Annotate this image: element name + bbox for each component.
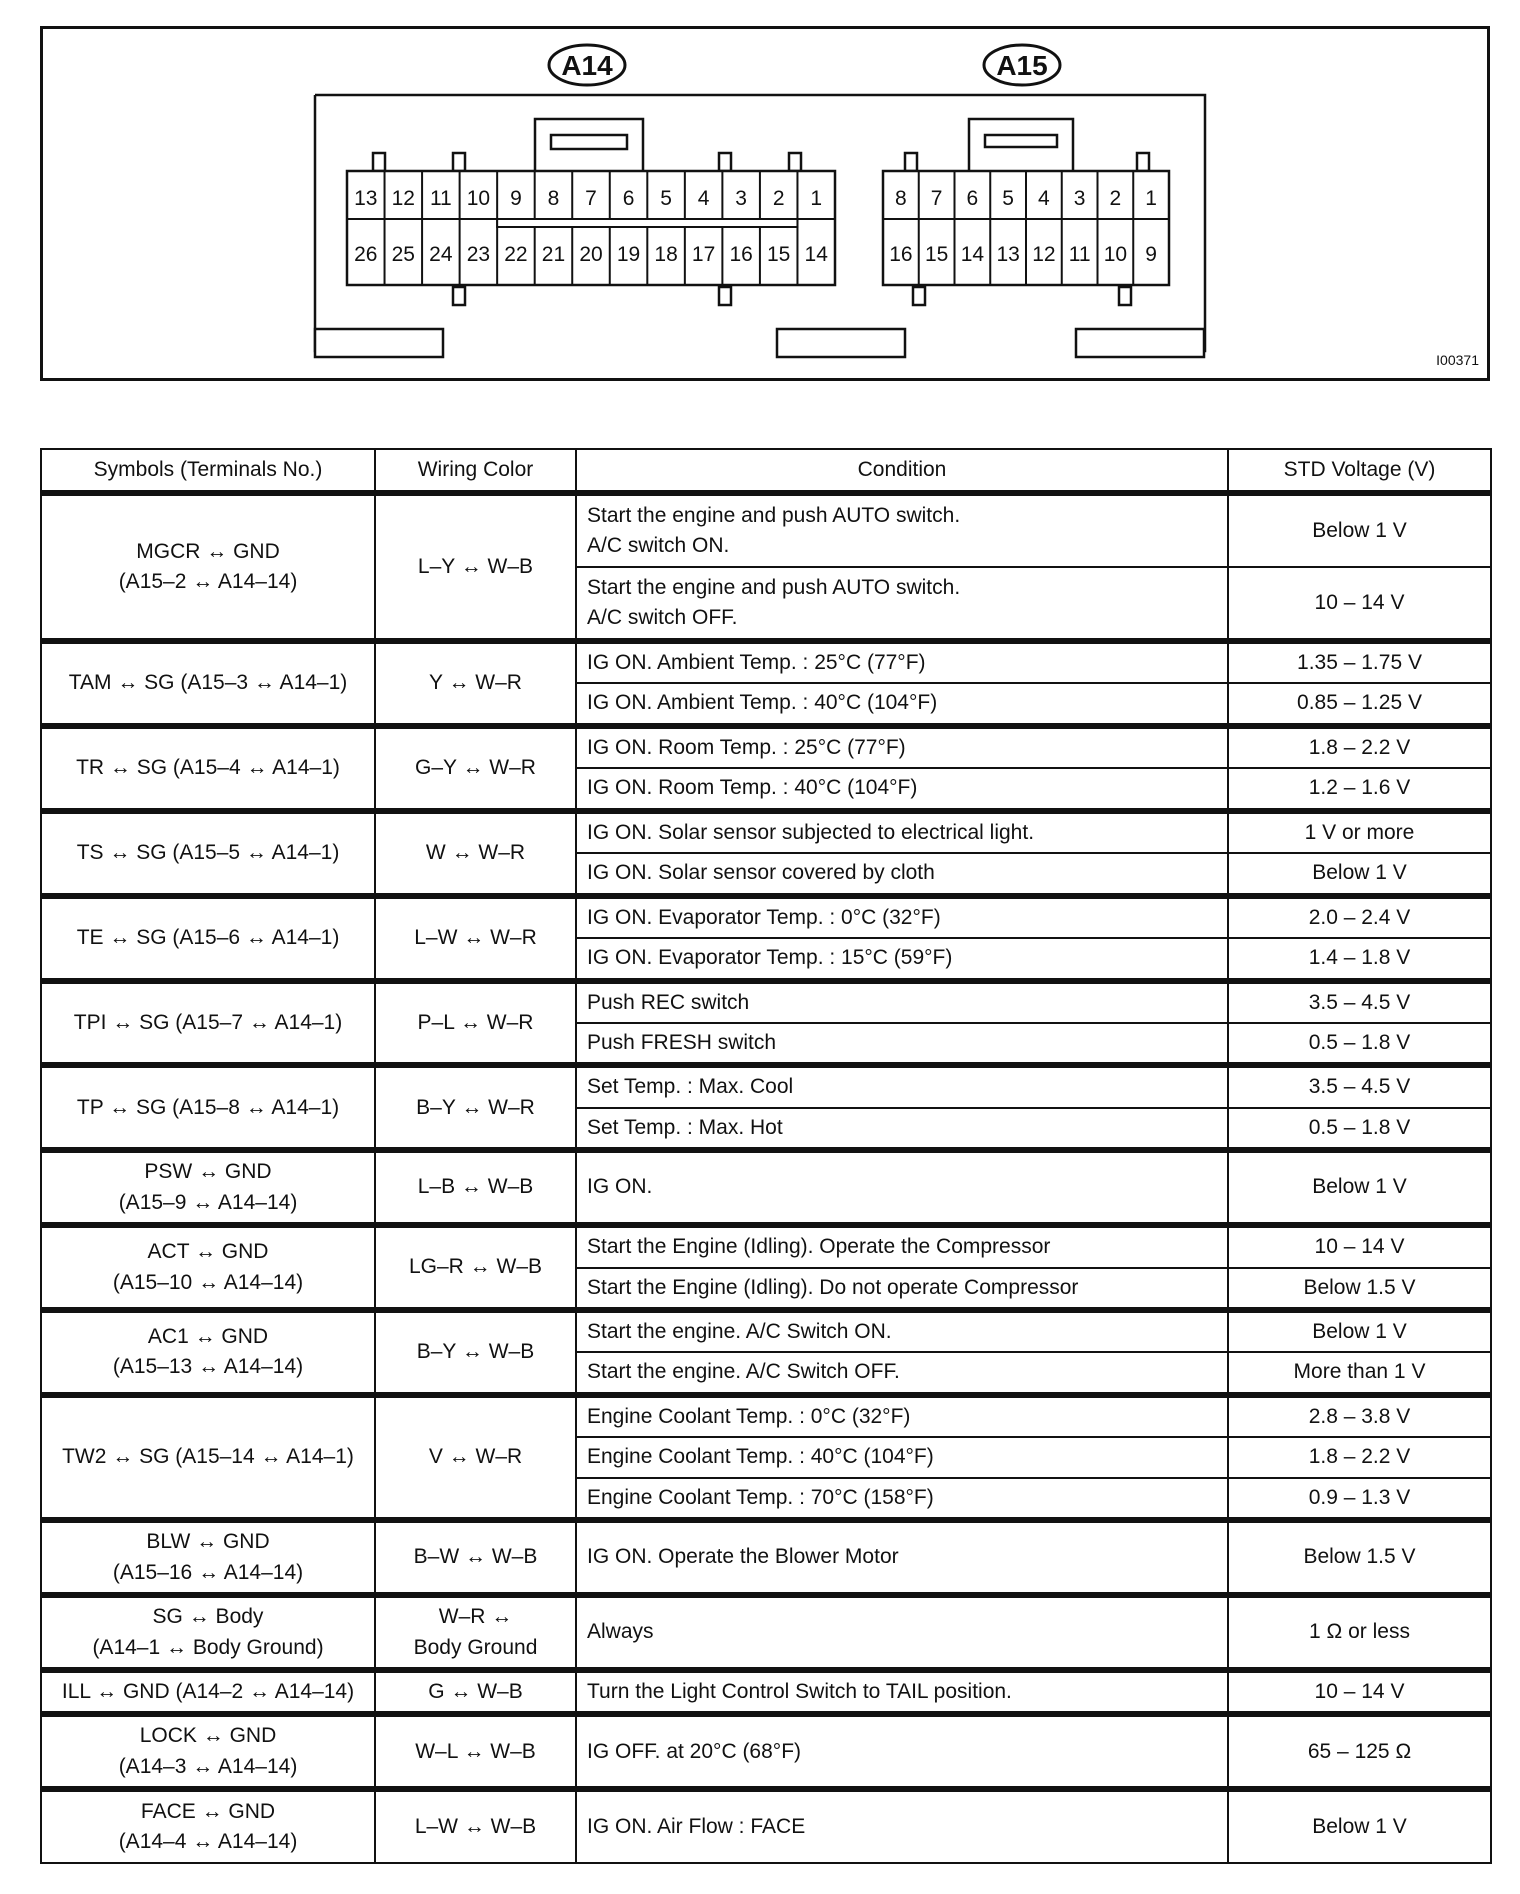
cell-std-voltage: 65 – 125 Ω xyxy=(1228,1714,1491,1789)
cell-std-voltage: 0.9 – 1.3 V xyxy=(1228,1478,1491,1520)
header-condition: Condition xyxy=(576,449,1228,493)
table-row xyxy=(41,641,1491,683)
cell-condition xyxy=(576,1395,1228,1437)
cell-wiring-color xyxy=(375,1520,576,1595)
figure-id: I00371 xyxy=(1436,352,1479,368)
symbol-line: (A15–13 ↔ A14–14) xyxy=(112,1355,304,1379)
table-row xyxy=(41,1670,1491,1714)
condition-line: IG ON. Room Temp. : 25°C (77°F) xyxy=(587,735,906,759)
cell-std-voltage: 1 Ω or less xyxy=(1228,1595,1491,1670)
symbol-line: TPI ↔ SG (A15–7 ↔ A14–1) xyxy=(73,1010,343,1034)
wiring-line: B–W ↔ W–B xyxy=(413,1545,538,1569)
cell-symbol xyxy=(41,1670,375,1714)
table-row xyxy=(41,1065,1491,1107)
table-row xyxy=(41,1595,1491,1670)
cell-wiring-color xyxy=(375,1310,576,1395)
cell-condition xyxy=(576,853,1228,895)
symbol-line: (A14–3 ↔ A14–14) xyxy=(118,1754,298,1778)
cell-std-voltage: 10 – 14 V xyxy=(1228,567,1491,641)
table-row xyxy=(41,811,1491,853)
cell-std-voltage: 1.35 – 1.75 V xyxy=(1228,641,1491,683)
table-row xyxy=(41,1789,1491,1863)
wiring-line: V ↔ W–R xyxy=(428,1445,523,1469)
condition-line: A/C switch OFF. xyxy=(587,606,738,629)
pin-number: 6 xyxy=(966,187,979,210)
condition-line: Push FRESH switch xyxy=(587,1030,777,1054)
cell-std-voltage: Below 1 V xyxy=(1228,493,1491,567)
cell-wiring-color xyxy=(375,1714,576,1789)
wiring-line: B–Y ↔ W–R xyxy=(416,1095,535,1119)
header-wiring-color: Wiring Color xyxy=(375,449,576,493)
cell-std-voltage: 1 V or more xyxy=(1228,811,1491,853)
wiring-line: B–Y ↔ W–B xyxy=(416,1340,535,1364)
symbol-line: TAM ↔ SG (A15–3 ↔ A14–1) xyxy=(68,671,348,695)
connector-diagram xyxy=(40,26,1490,381)
condition-line: IG ON. Ambient Temp. : 25°C (77°F) xyxy=(587,651,926,674)
pin-number: 2 xyxy=(772,187,785,210)
cell-condition xyxy=(576,641,1228,683)
pin-number: 2 xyxy=(1109,187,1122,210)
pin-number: 18 xyxy=(654,243,678,266)
table-row xyxy=(41,1520,1491,1595)
symbol-line: SG ↔ Body xyxy=(152,1605,264,1629)
cell-condition xyxy=(576,683,1228,725)
cell-condition xyxy=(576,1108,1228,1150)
condition-line: IG ON. xyxy=(587,1175,653,1199)
pin-number: 21 xyxy=(541,243,566,266)
cell-std-voltage: 10 – 14 V xyxy=(1228,1225,1491,1267)
pin-number: 10 xyxy=(1103,243,1128,266)
condition-line: Engine Coolant Temp. : 0°C (32°F) xyxy=(587,1404,911,1428)
wiring-line: Body Ground xyxy=(413,1635,538,1659)
cell-symbol xyxy=(41,981,375,1066)
symbol-line: TE ↔ SG (A15–6 ↔ A14–1) xyxy=(76,925,340,949)
condition-line: Start the engine and push AUTO switch. xyxy=(587,503,961,527)
cell-symbol xyxy=(41,641,375,726)
condition-line: Start the engine. A/C Switch ON. xyxy=(587,1320,892,1343)
pin-number: 8 xyxy=(547,187,560,210)
cell-wiring-color xyxy=(375,726,576,811)
cell-std-voltage: 1.4 – 1.8 V xyxy=(1228,938,1491,980)
cell-std-voltage: 1.2 – 1.6 V xyxy=(1228,768,1491,810)
pin-number: 14 xyxy=(804,243,828,266)
symbol-line: ILL ↔ GND (A14–2 ↔ A14–14) xyxy=(61,1679,355,1703)
symbol-line: AC1 ↔ GND xyxy=(147,1325,269,1348)
cell-condition xyxy=(576,811,1228,853)
cell-condition xyxy=(576,1268,1228,1310)
wiring-line: LG–R ↔ W–B xyxy=(408,1255,543,1279)
cell-condition xyxy=(576,938,1228,980)
cell-wiring-color xyxy=(375,981,576,1066)
table-row xyxy=(41,1225,1491,1267)
cell-std-voltage: 1.8 – 2.2 V xyxy=(1228,1437,1491,1477)
cell-symbol xyxy=(41,1225,375,1310)
wiring-line: L–W ↔ W–R xyxy=(414,925,537,949)
cell-std-voltage: Below 1 V xyxy=(1228,1150,1491,1225)
condition-line: Start the Engine (Idling). Operate the Compressor xyxy=(587,1235,1051,1259)
cell-condition xyxy=(576,1023,1228,1065)
wiring-line: L–Y ↔ W–B xyxy=(417,554,534,578)
cell-condition xyxy=(576,1520,1228,1595)
cell-condition xyxy=(576,1437,1228,1477)
cell-std-voltage: 10 – 14 V xyxy=(1228,1670,1491,1714)
table-row xyxy=(41,493,1491,567)
cell-wiring-color xyxy=(375,896,576,981)
condition-line: A/C switch ON. xyxy=(587,534,730,557)
cell-wiring-color xyxy=(375,1150,576,1225)
condition-line: Push REC switch xyxy=(587,990,750,1014)
pin-number: 5 xyxy=(660,187,672,210)
symbol-line: TP ↔ SG (A15–8 ↔ A14–1) xyxy=(76,1095,340,1119)
wiring-line: G–Y ↔ W–R xyxy=(415,756,536,780)
cell-condition xyxy=(576,567,1228,641)
connector-label: A15 xyxy=(996,50,1048,81)
cell-std-voltage: 1.8 – 2.2 V xyxy=(1228,726,1491,768)
condition-line: IG OFF. at 20°C (68°F) xyxy=(587,1739,802,1763)
cell-std-voltage: 0.85 – 1.25 V xyxy=(1228,683,1491,725)
condition-line: IG ON. Air Flow : FACE xyxy=(587,1815,806,1839)
cell-condition xyxy=(576,493,1228,567)
pin-number: 11 xyxy=(1068,243,1091,266)
condition-line: Always xyxy=(587,1620,654,1644)
condition-line: IG ON. Evaporator Temp. : 0°C (32°F) xyxy=(587,905,941,929)
pin-number: 17 xyxy=(691,243,716,266)
header-symbols: Symbols (Terminals No.) xyxy=(41,449,375,493)
table-row xyxy=(41,1395,1491,1437)
symbol-line: TS ↔ SG (A15–5 ↔ A14–1) xyxy=(76,840,340,864)
pin-number: 13 xyxy=(354,187,378,210)
cell-symbol xyxy=(41,1595,375,1670)
table-header-row xyxy=(41,449,1491,493)
cell-condition xyxy=(576,726,1228,768)
symbol-line: PSW ↔ GND xyxy=(144,1160,272,1184)
cell-symbol xyxy=(41,1714,375,1789)
cell-wiring-color xyxy=(375,1670,576,1714)
pin-number: 25 xyxy=(391,243,415,266)
condition-line: Engine Coolant Temp. : 40°C (104°F) xyxy=(587,1445,934,1469)
pin-number: 12 xyxy=(391,187,415,210)
cell-condition xyxy=(576,1225,1228,1267)
symbol-line: (A15–2 ↔ A14–14) xyxy=(118,570,298,593)
voltage-spec-table xyxy=(40,448,1492,1864)
pin-number: 7 xyxy=(930,187,943,210)
cell-wiring-color xyxy=(375,493,576,641)
cell-symbol xyxy=(41,1395,375,1520)
cell-wiring-color xyxy=(375,1789,576,1863)
pin-number: 15 xyxy=(767,243,791,266)
symbol-line: LOCK ↔ GND xyxy=(139,1724,277,1748)
cell-wiring-color xyxy=(375,1395,576,1520)
symbol-line: FACE ↔ GND xyxy=(140,1799,276,1823)
condition-line: IG ON. Operate the Blower Motor xyxy=(587,1545,899,1569)
cell-condition xyxy=(576,1789,1228,1863)
pin-number: 23 xyxy=(466,243,491,266)
pin-number: 14 xyxy=(960,243,985,266)
cell-std-voltage: Below 1 V xyxy=(1228,1789,1491,1863)
pin-number: 9 xyxy=(1145,243,1157,266)
symbol-line: (A14–1 ↔ Body Ground) xyxy=(92,1635,324,1659)
pin-number: 11 xyxy=(429,187,452,210)
cell-wiring-color xyxy=(375,1225,576,1310)
cell-std-voltage: 3.5 – 4.5 V xyxy=(1228,1065,1491,1107)
pin-number: 20 xyxy=(579,243,603,266)
cell-std-voltage: 0.5 – 1.8 V xyxy=(1228,1023,1491,1065)
header-std-voltage: STD Voltage (V) xyxy=(1228,449,1491,493)
symbol-line: (A15–16 ↔ A14–14) xyxy=(112,1560,304,1584)
wiring-line: W ↔ W–R xyxy=(425,840,526,864)
symbol-line: TW2 ↔ SG (A15–14 ↔ A14–1) xyxy=(62,1445,354,1469)
symbol-line: BLW ↔ GND xyxy=(146,1530,270,1554)
pin-number: 12 xyxy=(1032,243,1056,266)
condition-line: Set Temp. : Max. Cool xyxy=(587,1075,794,1099)
cell-condition xyxy=(576,981,1228,1023)
connector-label: A14 xyxy=(561,50,613,81)
pin-number: 4 xyxy=(697,187,710,210)
cell-std-voltage: Below 1 V xyxy=(1228,853,1491,895)
table-row xyxy=(41,981,1491,1023)
symbol-line: (A15–9 ↔ A14–14) xyxy=(118,1190,298,1214)
condition-line: IG ON. Evaporator Temp. : 15°C (59°F) xyxy=(587,946,953,970)
cell-std-voltage: 2.0 – 2.4 V xyxy=(1228,896,1491,938)
cell-condition xyxy=(576,1595,1228,1670)
pin-number: 19 xyxy=(616,243,641,266)
wiring-line: W–R ↔ xyxy=(438,1605,513,1629)
cell-symbol xyxy=(41,1520,375,1595)
cell-std-voltage: Below 1.5 V xyxy=(1228,1520,1491,1595)
pin-number: 6 xyxy=(622,187,635,210)
wiring-line: G ↔ W–B xyxy=(428,1679,523,1703)
cell-symbol xyxy=(41,811,375,896)
condition-line: IG ON. Ambient Temp. : 40°C (104°F) xyxy=(587,691,938,715)
wiring-line: L–B ↔ W–B xyxy=(417,1175,534,1199)
pin-number: 26 xyxy=(354,243,378,266)
pin-number: 16 xyxy=(889,243,913,266)
condition-line: Engine Coolant Temp. : 70°C (158°F) xyxy=(587,1485,934,1509)
wiring-line: P–L ↔ W–R xyxy=(417,1010,534,1034)
pin-number: 24 xyxy=(429,243,453,266)
cell-symbol xyxy=(41,1150,375,1225)
condition-line: IG ON. Solar sensor covered by cloth xyxy=(587,861,935,885)
symbol-line: TR ↔ SG (A15–4 ↔ A14–1) xyxy=(76,756,340,780)
cell-symbol xyxy=(41,726,375,811)
table-row xyxy=(41,1310,1491,1352)
condition-line: Start the engine and push AUTO switch. xyxy=(587,575,961,599)
wiring-line: Y ↔ W–R xyxy=(429,671,522,695)
cell-symbol xyxy=(41,896,375,981)
pin-number: 15 xyxy=(924,243,949,266)
symbol-line: MGCR ↔ GND xyxy=(136,539,280,563)
cell-std-voltage: Below 1.5 V xyxy=(1228,1268,1491,1310)
wiring-line: W–L ↔ W–B xyxy=(415,1739,536,1763)
cell-std-voltage: 2.8 – 3.8 V xyxy=(1228,1395,1491,1437)
cell-symbol xyxy=(41,493,375,641)
cell-condition xyxy=(576,1670,1228,1714)
cell-wiring-color xyxy=(375,1595,576,1670)
table-row xyxy=(41,726,1491,768)
pin-number: 13 xyxy=(996,243,1020,266)
cell-condition xyxy=(576,1310,1228,1352)
wiring-line: L–W ↔ W–B xyxy=(414,1815,537,1839)
cell-wiring-color xyxy=(375,1065,576,1150)
condition-line: Start the engine. A/C Switch OFF. xyxy=(587,1360,900,1384)
cell-symbol xyxy=(41,1310,375,1395)
connector-diagram-svg xyxy=(43,29,1487,378)
pin-number: 9 xyxy=(510,187,522,210)
pin-number: 5 xyxy=(1002,187,1014,210)
cell-condition xyxy=(576,1478,1228,1520)
condition-line: Start the Engine (Idling). Do not operate Compressor xyxy=(587,1275,1079,1299)
cell-std-voltage: Below 1 V xyxy=(1228,1310,1491,1352)
condition-line: IG ON. Room Temp. : 40°C (104°F) xyxy=(587,776,918,800)
condition-line: IG ON. Solar sensor subjected to electrical light. xyxy=(587,820,1035,844)
pin-number: 1 xyxy=(1145,187,1157,210)
pin-number: 22 xyxy=(504,243,528,266)
table-row xyxy=(41,896,1491,938)
cell-symbol xyxy=(41,1065,375,1150)
table-row xyxy=(41,1714,1491,1789)
condition-line: Set Temp. : Max. Hot xyxy=(587,1115,783,1139)
pin-number: 4 xyxy=(1038,187,1050,210)
symbol-line: (A15–10 ↔ A14–14) xyxy=(112,1270,304,1294)
pin-number: 7 xyxy=(585,187,597,210)
key-block xyxy=(497,219,797,227)
cell-wiring-color xyxy=(375,641,576,726)
pin-number: 3 xyxy=(1073,187,1086,210)
table-row xyxy=(41,1150,1491,1225)
cell-condition xyxy=(576,1352,1228,1394)
cell-std-voltage: 3.5 – 4.5 V xyxy=(1228,981,1491,1023)
cell-std-voltage: More than 1 V xyxy=(1228,1352,1491,1394)
cell-wiring-color xyxy=(375,811,576,896)
cell-symbol xyxy=(41,1789,375,1863)
cell-condition xyxy=(576,1065,1228,1107)
symbol-line: (A14–4 ↔ A14–14) xyxy=(118,1830,298,1854)
cell-condition xyxy=(576,768,1228,810)
cell-std-voltage: 0.5 – 1.8 V xyxy=(1228,1108,1491,1150)
condition-line: Turn the Light Control Switch to TAIL position. xyxy=(587,1679,1012,1703)
cell-condition xyxy=(576,1150,1228,1225)
pin-number: 16 xyxy=(729,243,753,266)
pin-number: 10 xyxy=(466,187,491,210)
symbol-line: ACT ↔ GND xyxy=(147,1240,269,1264)
pin-number: 1 xyxy=(810,187,823,210)
cell-condition xyxy=(576,896,1228,938)
pin-number: 3 xyxy=(735,187,747,210)
pin-number: 8 xyxy=(895,187,907,210)
cell-condition xyxy=(576,1714,1228,1789)
